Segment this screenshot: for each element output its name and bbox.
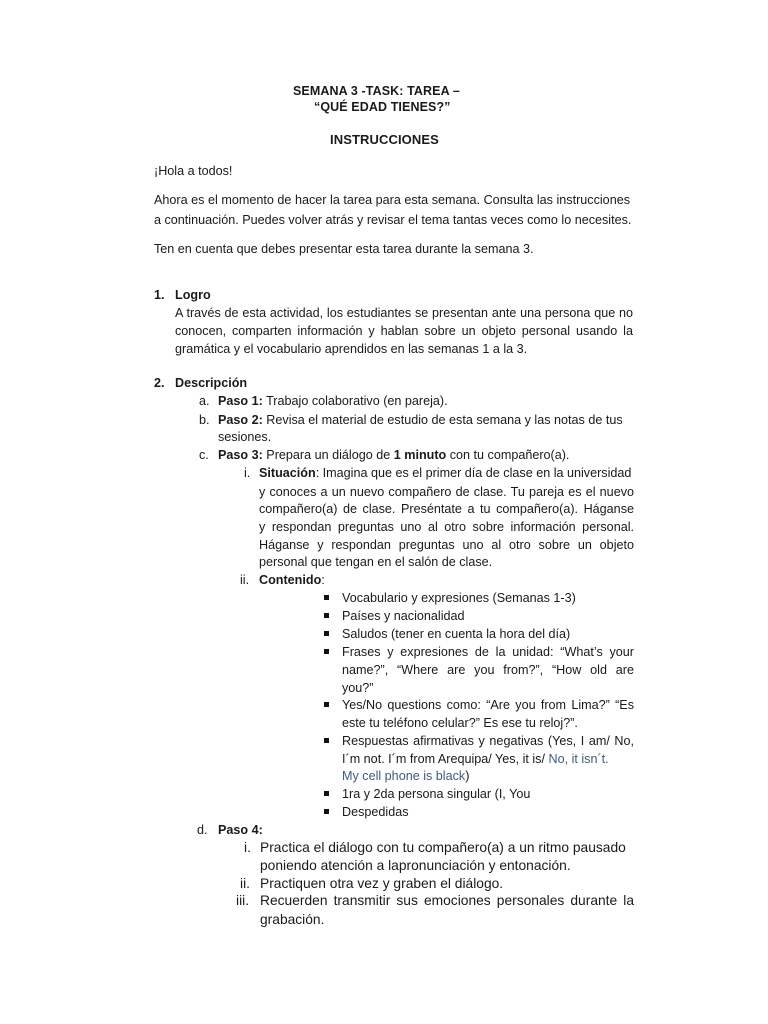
contenido-bullet-2: Países y nacionalidad (342, 609, 465, 623)
contenido-bullet-1: Vocabulario y expresiones (Semanas 1-3) (342, 591, 576, 605)
greeting: ¡Hola a todos! (154, 164, 233, 178)
contenido-bullet-4-line-2: name?”, “Where are you from?”, “How old are (342, 663, 634, 677)
intro-paragraph-line-2: a continuación. Puedes volver atrás y revisar el tema tantas veces como lo necesites. (154, 213, 632, 227)
bullet-square-icon (324, 702, 329, 707)
step-d-item-2: Practiquen otra vez y graben el diálogo. (260, 876, 504, 891)
bullet-square-icon (324, 791, 329, 796)
bullet-square-icon (324, 809, 329, 814)
step-b-marker: b. (199, 413, 210, 427)
section-1-line-3: gramática y el vocabulario aprendidos en las semanas 1 a la 3. (175, 342, 528, 356)
bullet-square-icon (324, 595, 329, 600)
bullet-square-icon (324, 631, 329, 636)
step-d-label: Paso 4: (218, 823, 263, 837)
intro-paragraph-line-1: Ahora es el momento de hacer la tarea para esta semana. Consulta las instrucciones (154, 193, 630, 207)
contenido-bullet-7: 1ra y 2da persona singular (I, You (342, 787, 531, 801)
section-2-number: 2. (154, 376, 165, 390)
intro-paragraph-2: Ten en cuenta que debes presentar esta tarea durante la semana 3. (154, 242, 534, 256)
step-d-item-3-marker: iii. (236, 893, 250, 908)
step-b-text: Revisa el material de estudio de esta semana y las notas de tus (262, 413, 623, 427)
situacion-line-1-text: : Imagina que es el primer día de clase en la universidad (315, 466, 632, 480)
situacion-line-4: y respondan preguntas uno al otro sobre información personal. (259, 520, 634, 534)
step-d-marker: d. (197, 823, 208, 837)
step-a (218, 392, 448, 410)
bullet-6-line-3-text: ) (465, 769, 470, 783)
bullet-square-icon (324, 649, 329, 654)
instructions-heading: INSTRUCCIONES (330, 132, 439, 147)
section-2-heading: Descripción (175, 376, 248, 390)
situacion-line-6: personal que tengan en el salón de clase. (259, 555, 493, 569)
situacion-line-5: Háganse y respondan preguntas uno al otro sobre un objeto (259, 538, 634, 552)
situacion-marker: i. (244, 466, 251, 480)
step-d-item-1-marker: i. (244, 840, 251, 855)
step-d-item-3-line-1: Recuerden transmitir sus emociones personales durante la (260, 893, 634, 908)
bullet-square-icon (324, 613, 329, 618)
step-d-item-2-marker: ii. (240, 876, 250, 891)
contenido-bullet-4-line-3: you?” (342, 681, 374, 695)
step-b (218, 411, 623, 429)
step-b-label: Paso 2: (218, 413, 263, 427)
contenido-bullet-6-line-1: Respuestas afirmativas y negativas (Yes, I am/ No, (342, 734, 634, 748)
step-b-line-2: sesiones. (218, 430, 272, 444)
step-c-label: Paso 3: (218, 448, 263, 462)
step-c-marker: c. (199, 448, 209, 462)
contenido-colon: : (321, 573, 325, 587)
step-c-text-after: con tu compañero(a). (446, 448, 570, 462)
step-d-item-1-line-1: Practica el diálogo con tu compañero(a) a un ritmo pausado (260, 840, 626, 855)
step-d-item-3-line-2: grabación. (260, 912, 325, 927)
situacion-line-3: compañero(a) de clase. Preséntate a tu compañero(a). Háganse (259, 502, 634, 516)
step-d-item-1-line-2: poniendo atención a lapronunciación y entonación. (260, 858, 571, 873)
bullet-6-line-2-highlight: No, it isn´t. (548, 752, 609, 766)
contenido-bullet-8: Despedidas (342, 805, 409, 819)
contenido-bullet-5-line-1: Yes/No questions como: “Are you from Lima?” “Es (342, 698, 634, 712)
contenido-bullet-6-line-2 (342, 750, 609, 768)
section-1-line-1: A través de esta actividad, los estudiantes se presentan ante una persona que no (175, 306, 633, 320)
contenido-bullet-4-line-1: Frases y expresiones de la unidad: “What’s your (342, 645, 634, 659)
title-line-1: SEMANA 3 -TASK: TAREA – (293, 84, 460, 98)
bullet-square-icon (324, 738, 329, 743)
situacion-line-2: y conoces a un nuevo compañero de clase. Tu pareja es el nuevo (259, 485, 634, 499)
contenido-marker: ii. (240, 573, 250, 587)
contenido-label: Contenido (259, 573, 322, 587)
section-1-line-2: conocen, comparten información y hablan sobre un objeto personal usando la (175, 324, 633, 338)
contenido-bullet-3: Saludos (tener en cuenta la hora del día) (342, 627, 571, 641)
situacion-line-1 (259, 464, 631, 482)
contenido-bullet-5-line-2: este tu teléfono celular?” Es ese tu reloj?”. (342, 716, 578, 730)
contenido-bullet-6-line-3 (342, 767, 469, 785)
bullet-6-line-2-text: I´m not. I´m from Arequipa/ Yes, it is/ (342, 752, 549, 766)
bullet-6-line-3-highlight: My cell phone is black (342, 769, 466, 783)
contenido-heading (259, 571, 325, 589)
section-1-heading: Logro (175, 288, 211, 302)
step-c-duration: 1 minuto (393, 448, 447, 462)
section-1-number: 1. (154, 288, 165, 302)
step-c-text-before: Prepara un diálogo de (262, 448, 394, 462)
step-a-marker: a. (199, 394, 210, 408)
step-c (218, 446, 569, 464)
step-a-text: Trabajo colaborativo (en pareja). (262, 394, 448, 408)
situacion-label: Situación (259, 466, 316, 480)
title-line-2: “QUÉ EDAD TIENES?” (314, 100, 451, 114)
step-a-label: Paso 1: (218, 394, 263, 408)
